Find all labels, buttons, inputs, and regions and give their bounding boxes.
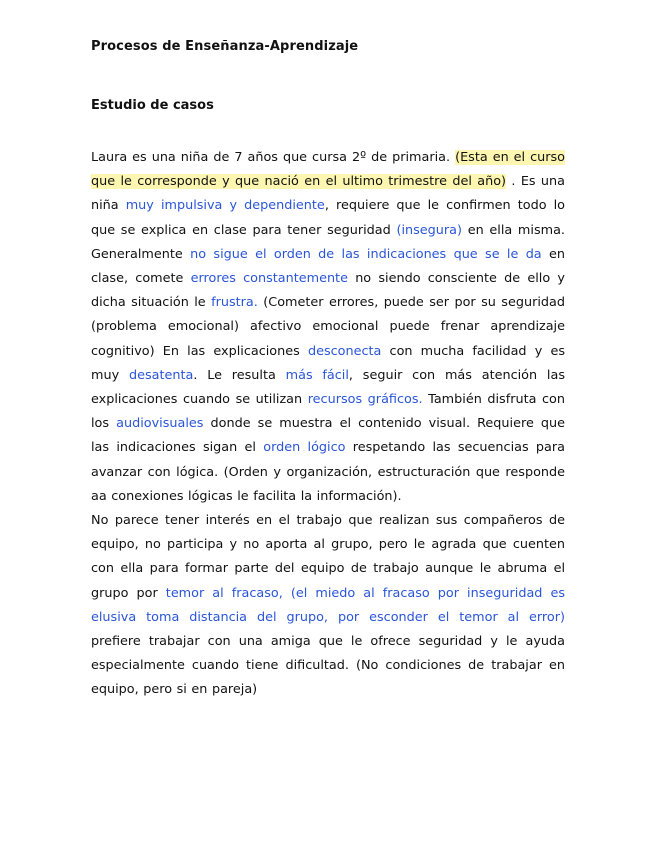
blue-annotation: recursos gráficos. [307, 392, 423, 408]
case-study-body [91, 146, 565, 703]
paragraph-1 [91, 146, 565, 509]
highlighted-note: (Esta en el curso que le corresponde y que nació en el ultimo trimestre del año) [91, 150, 565, 190]
text-segment: en clase, comete [91, 246, 565, 287]
text-segment: También disfruta con los [91, 392, 565, 432]
blue-annotation: audiovisuales [116, 416, 204, 432]
blue-annotation: (insegura) [396, 222, 462, 238]
text-segment: No parece tener interés en el trabajo que realizan sus compañeros de equipo, no participa y no aporta al grupo, pero le agrada que cuenten con ella para formar parte del equipo de trabajo aunque le abruma el grupo por [91, 513, 565, 601]
text-segment: respetando las secuencias para avanzar con lógica. (Orden y organización, estructuración que responde aa conexiones lógicas le facilita la información). [91, 440, 565, 504]
text-segment: donde se muestra el contenido visual. Requiere que las indicaciones sigan el [91, 416, 565, 456]
blue-annotation: desatenta [128, 367, 194, 383]
text-segment: Laura es una niña de 7 años que cursa 2º de primaria. [91, 150, 456, 165]
section-title: Estudio de casos [91, 98, 214, 113]
blue-annotation: errores constantemente [190, 271, 348, 287]
text-segment: no siendo consciente de ello y dicha situación le [91, 271, 565, 311]
text-segment: prefiere trabajar con una amiga que le ofrece seguridad y le ayuda especialmente cuando tiene dificultad. (No condiciones de trabajar en equipo, pero si en pareja) [91, 634, 565, 698]
blue-annotation: más fácil [285, 367, 349, 383]
text-segment: en ella misma. Generalmente [91, 222, 565, 262]
paragraph-2 [91, 509, 565, 703]
blue-annotation: frustra. [211, 295, 258, 311]
blue-annotation: desconecta [307, 343, 382, 359]
blue-annotation: muy impulsiva y dependiente [125, 198, 325, 214]
text-segment: , requiere que le confirmen todo lo que se explica en clase para tener seguridad [91, 198, 566, 238]
text-segment: (Cometer errores, puede ser por su seguridad (problema emocional) afectivo emocional puede frenar aprendizaje cognitivo) En las explicaciones [91, 295, 565, 359]
blue-annotation: no sigue el orden de las indicaciones que se le da [190, 246, 542, 262]
text-segment: , seguir con más atención las explicaciones cuando se utilizan [91, 367, 565, 408]
blue-annotation: temor al fracaso, (el miedo al fracaso por inseguridad es elusiva toma distancia del grupo, por esconder el temor al error) [91, 585, 566, 625]
text-segment: . Es una niña [91, 174, 565, 214]
text-segment: . Le resulta [193, 367, 286, 383]
blue-annotation: orden lógico [263, 440, 346, 456]
document-title: Procesos de Enseñanza-Aprendizaje [91, 39, 359, 54]
text-segment: con mucha facilidad y es muy [91, 343, 565, 383]
